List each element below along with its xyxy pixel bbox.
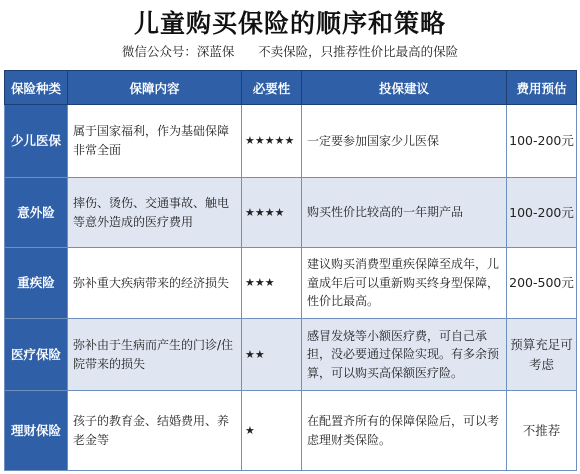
row-cost: 不推荐	[507, 391, 577, 471]
table-row	[5, 391, 577, 471]
header-content: 保障内容	[68, 71, 242, 105]
row-cost: 100-200元	[507, 105, 577, 178]
row-advice: 购买性价比较高的一年期产品	[302, 178, 507, 248]
table-row	[5, 105, 577, 178]
header-advice: 投保建议	[302, 71, 507, 105]
header-type: 保险种类	[5, 71, 68, 105]
table-row	[5, 178, 577, 248]
header-cost: 费用预估	[507, 71, 577, 105]
row-stars: ★★	[242, 319, 302, 391]
row-type: 医疗保险	[5, 319, 68, 391]
row-stars: ★	[242, 391, 302, 471]
row-advice: 感冒发烧等小额医疗费，可自己承担，没必要通过保险实现。有多余预算，可以购买高保额医疗险。	[302, 319, 507, 391]
insurance-table	[4, 70, 577, 471]
row-content: 弥补重大疾病带来的经济损失	[68, 248, 242, 319]
table-row	[5, 319, 577, 391]
table-header-row	[5, 71, 577, 105]
row-type: 少儿医保	[5, 105, 68, 178]
row-stars: ★★★★★	[242, 105, 302, 178]
row-cost: 200-500元	[507, 248, 577, 319]
row-advice: 一定要参加国家少儿医保	[302, 105, 507, 178]
row-advice: 在配置齐所有的保障保险后，可以考虑理财类保险。	[302, 391, 507, 471]
header-necessity: 必要性	[242, 71, 302, 105]
row-content: 弥补由于生病而产生的门诊/住院带来的损失	[68, 319, 242, 391]
row-advice: 建议购买消费型重疾保障至成年，儿童成年后可以重新购买终身型保障，性价比最高。	[302, 248, 507, 319]
row-content: 摔伤、烫伤、交通事故、触电等意外造成的医疗费用	[68, 178, 242, 248]
row-stars: ★★★	[242, 248, 302, 319]
row-type: 重疾险	[5, 248, 68, 319]
page-subtitle: 微信公众号：深蓝保 不卖保险，只推荐性价比最高的保险	[121, 44, 459, 59]
row-cost: 预算充足可考虑	[507, 319, 577, 391]
row-content: 孩子的教育金、结婚费用、养老金等	[68, 391, 242, 471]
row-type: 意外险	[5, 178, 68, 248]
row-stars: ★★★★	[242, 178, 302, 248]
row-cost: 100-200元	[507, 178, 577, 248]
table-row	[5, 248, 577, 319]
row-content: 属于国家福利，作为基础保障非常全面	[68, 105, 242, 178]
row-type: 理财保险	[5, 391, 68, 471]
page-title: 儿童购买保险的顺序和策略	[133, 9, 446, 38]
